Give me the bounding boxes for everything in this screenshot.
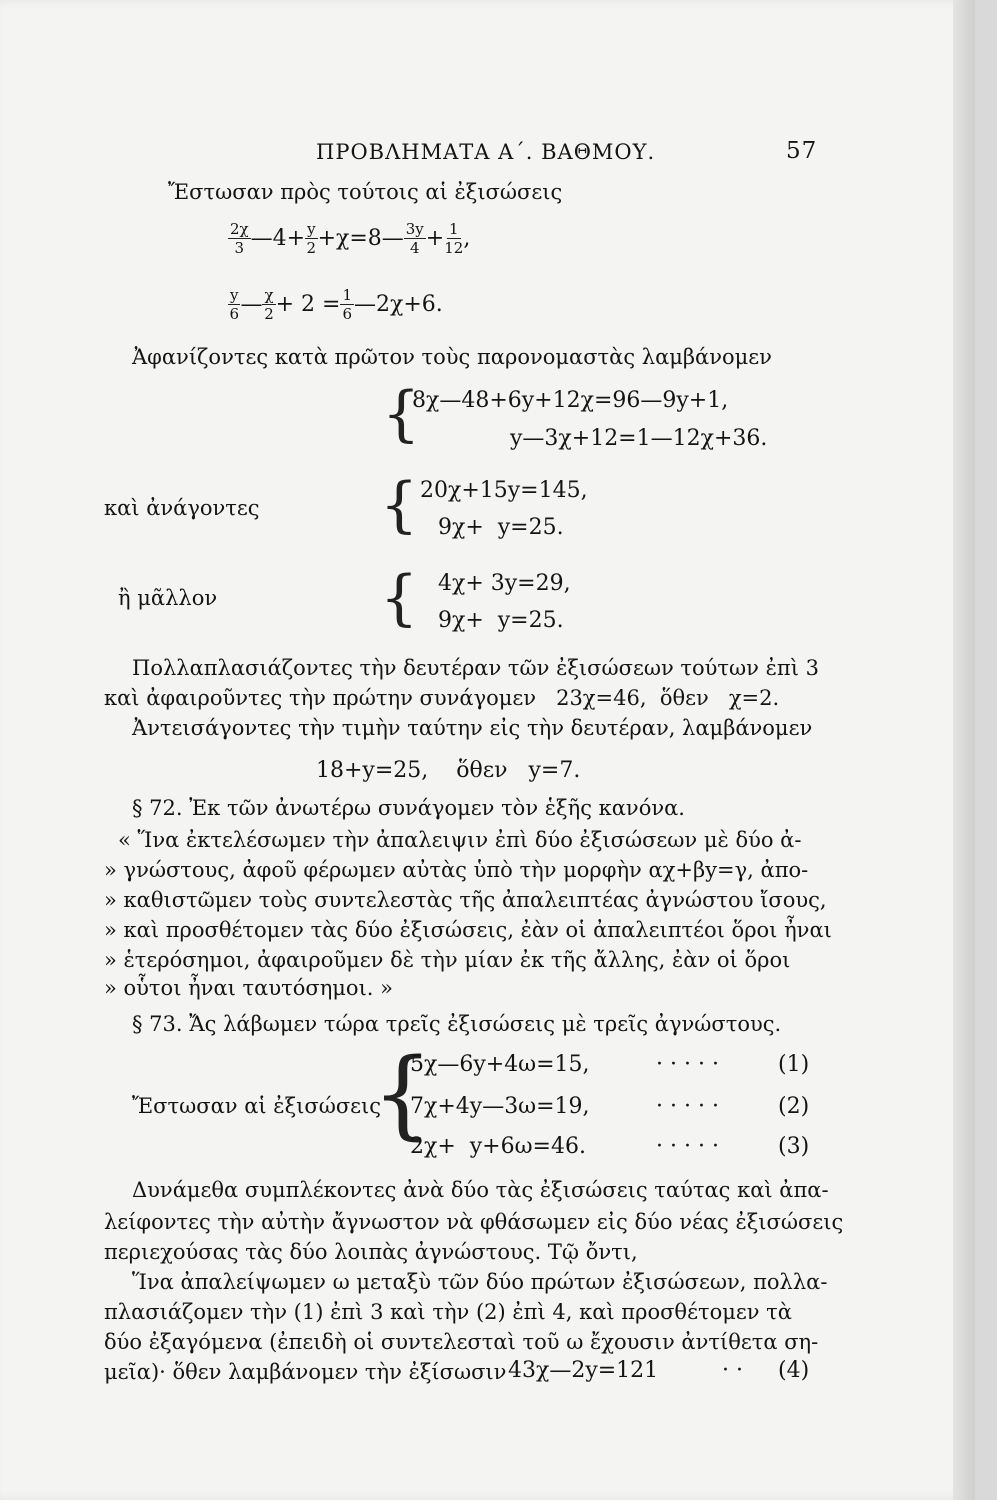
expression-part: — xyxy=(240,292,263,317)
fraction xyxy=(444,222,463,256)
clearing-text: Ἀφανίζοντες κατὰ πρῶτον τοὺς παρονομαστὰς λαμβάνομεν xyxy=(132,345,772,369)
running-header: ΠΡΟΒΛΗΜΑΤΑ Α΄. ΒΑΘΜΟΥ. xyxy=(316,140,656,164)
para-1-line-1: Πολλαπλασιάζοντες τὴν δευτέραν τῶν ἐξισώσεων τούτων ἐπὶ 3 xyxy=(132,656,819,680)
para-1-line-3: Ἀντεισάγοντες τὴν τιμὴν ταύτην εἰς τὴν δευτέραν, λαμβάνομεν xyxy=(132,716,813,740)
numerator: y xyxy=(230,286,239,304)
numerator: χ xyxy=(264,286,274,304)
expression-part: + xyxy=(425,226,445,251)
label-let-be: Ἔστωσαν αἱ ἐξισώσεις xyxy=(132,1094,382,1118)
para-3-line-2: πλασιάζομεν τὴν (1) ἐπὶ 3 καὶ τὴν (2) ἐπὶ 4, καὶ προσθέτομεν τὰ xyxy=(104,1300,792,1324)
para-2-line-2: λείφοντες τὴν αὐτὴν ἄγνωστον νὰ φθάσωμεν εἰς δύο νέας ἐξισώσεις xyxy=(104,1210,844,1234)
section-73-heading: § 73. Ἄς λάβωμεν τώρα τρεῖς ἐξισώσεις μὲ τρεῖς ἀγνώστους. xyxy=(132,1012,782,1036)
fraction xyxy=(340,288,354,322)
equation-number: (2) xyxy=(778,1094,810,1119)
expression-part: —4+ xyxy=(250,226,306,251)
fraction xyxy=(404,222,426,256)
numerator: 2χ xyxy=(230,220,249,238)
denominator: 6 xyxy=(342,305,352,323)
left-brace: { xyxy=(380,563,419,633)
para-2-line-1: Δυνάμεθα συμπλέκοντες ἀνὰ δύο τὰς ἐξισώσεις ταύτας καὶ ἀπα- xyxy=(132,1178,829,1202)
rule-line-1: « Ἵνα ἐκτελέσωμεν τὴν ἀπαλειψιν ἐπὶ δύο ἐξισώσεων μὲ δύο ἀ- xyxy=(118,828,802,852)
expression-part: +χ=8— xyxy=(317,226,404,251)
system-2-line-1: 20χ+15y=145, xyxy=(420,478,588,503)
left-brace: { xyxy=(382,379,421,449)
para-1-line-2: καὶ ἀφαιροῦντες τὴν πρώτην συνάγομεν 23χ=46, ὅθεν χ=2. xyxy=(104,686,780,710)
denominator: 2 xyxy=(306,239,317,257)
result-line: 18+y=25, ὅθεν y=7. xyxy=(316,758,581,783)
left-brace: { xyxy=(380,470,419,540)
page-number: 57 xyxy=(786,138,818,164)
left-brace: { xyxy=(372,1038,434,1150)
fraction xyxy=(305,222,317,256)
leader-dots: · · · · · xyxy=(656,1094,719,1119)
equation-number: (3) xyxy=(778,1134,810,1159)
numerator: y xyxy=(307,220,316,238)
para-3-line-1: Ἵνα ἀπαλείψωμεν ω μεταξὺ τῶν δύο πρώτων ἐξισώσεων, πολλα- xyxy=(132,1270,828,1294)
leader-dots: · · · · · xyxy=(656,1134,719,1159)
rule-line-4: » καὶ προσθέτομεν τὰς δύο ἐξισώσεις, ἐὰν οἱ ἀπαλειπτέοι ὅροι ἦναι xyxy=(104,918,832,942)
denominator: 4 xyxy=(410,239,420,257)
system-3-line-1: 4χ+ 3y=29, xyxy=(438,571,571,596)
label-reducing: καὶ ἀνάγοντες xyxy=(104,496,260,520)
expression-part: , xyxy=(463,226,471,251)
para-3-line-3: δύο ἐξαγόμενα (ἐπειδὴ οἱ συντελεσταὶ τοῦ ω ἔχουσιν ἀντίθετα ση- xyxy=(104,1330,819,1354)
denominator: 2 xyxy=(264,305,274,323)
system-4-eq-3: 2χ+ y+6ω=46. xyxy=(410,1134,586,1159)
last-line-text: μεῖα)· ὅθεν λαμβάνομεν τὴν ἐξίσωσιν xyxy=(104,1360,507,1384)
rule-line-6: » οὗτοι ἦναι ταυτόσημοι. » xyxy=(104,976,394,1000)
equation-4: 43χ—2y=121 xyxy=(508,1358,659,1383)
system-4-eq-1: 5χ—6y+4ω=15, xyxy=(410,1052,590,1077)
denominator: 3 xyxy=(234,239,245,257)
system-4-eq-2: 7χ+4y—3ω=19, xyxy=(410,1094,590,1119)
section-72-heading: § 72. Ἐκ τῶν ἀνωτέρω συνάγομεν τὸν ἑξῆς κανόνα. xyxy=(132,796,685,820)
denominator: 6 xyxy=(229,305,240,323)
expression-part: + 2 = xyxy=(275,292,341,317)
system-2-line-2: 9χ+ y=25. xyxy=(438,515,564,540)
expression-part: —2χ+6. xyxy=(353,292,443,317)
fraction xyxy=(228,288,240,322)
numerator: 1 xyxy=(449,220,459,238)
numerator: 1 xyxy=(342,286,352,304)
equation-1 xyxy=(228,222,470,256)
leader-dots: · · · · · xyxy=(656,1052,719,1077)
fraction xyxy=(262,288,275,322)
denominator: 12 xyxy=(444,239,464,257)
rule-line-5: » ἑτερόσημοι, ἀφαιροῦμεν δὲ τὴν μίαν ἐκ τῆς ἄλλης, ἐὰν οἱ ὅροι xyxy=(104,948,791,972)
intro-text: Ἔστωσαν πρὸς τούτοις αἱ ἐξισώσεις xyxy=(168,180,563,204)
system-1-line-1: 8χ—48+6y+12χ=96—9y+1, xyxy=(412,388,729,413)
rule-line-2: » γνώστους, ἀφοῦ φέρωμεν αὐτὰς ὑπὸ τὴν μορφὴν αχ+βy=γ, ἀπο- xyxy=(104,858,809,882)
equation-number: (4) xyxy=(778,1358,810,1383)
rule-line-3: » καθιστῶμεν τοὺς συντελεστὰς τῆς ἀπαλειπτέας ἀγνώστου ἴσους, xyxy=(104,888,827,912)
equation-2 xyxy=(228,288,443,322)
page-edge-shadow xyxy=(953,0,975,1500)
leader-dots: · · xyxy=(722,1358,743,1383)
fraction xyxy=(228,222,251,256)
system-1-line-2: y—3χ+12=1—12χ+36. xyxy=(510,426,768,451)
para-2-line-3: περιεχούσας τὰς δύο λοιπὰς ἀγνώστους. Τῷ ὄντι, xyxy=(104,1240,638,1264)
system-3-line-2: 9χ+ y=25. xyxy=(438,608,564,633)
numerator: 3y xyxy=(405,220,424,238)
equation-number: (1) xyxy=(778,1052,810,1077)
label-rather: ἢ μᾶλλον xyxy=(118,586,218,610)
